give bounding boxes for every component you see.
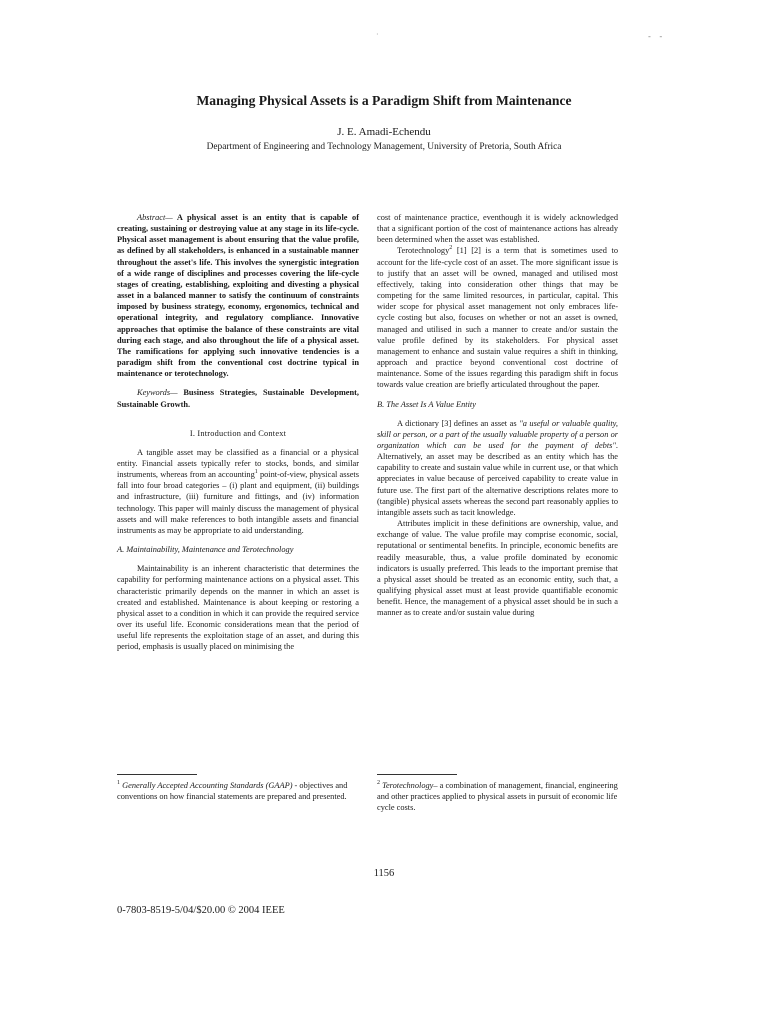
keywords-lead: Keywords— bbox=[137, 388, 178, 398]
footnote-divider-left bbox=[117, 774, 197, 775]
scan-mark: - - bbox=[648, 32, 666, 41]
continued-paragraph: cost of maintenance practice, eventhough it is widely acknowledged that a significant portion of the cost of maintenance actions has already been determined when the asset was established. bbox=[377, 213, 618, 245]
subsection-heading-a: A. Maintainability, Maintenance and Terotechnology bbox=[117, 545, 294, 555]
abstract bbox=[117, 212, 359, 379]
footnote-1-text: - objectives and conventions on how financial statements are prepared and presented. bbox=[117, 781, 348, 801]
footnote-ref-2: 2 bbox=[449, 245, 453, 252]
left-column bbox=[117, 212, 359, 652]
footnote-1 bbox=[117, 780, 359, 802]
paper-title: Managing Physical Assets is a Paradigm Shift from Maintenance bbox=[196, 93, 572, 108]
intro-text-rest: point-of-view, physical assets fall into four broad categories – (i) plant and equipment, (ii) buildings and infrastructure, (iii) furniture and fittings, and (iv) information technology. This paper will mainly discuss the management of physical assets and will make references to both intangible assets and financial instruments as may be appropriate to aid understanding. bbox=[117, 470, 359, 535]
dictionary-quote: "a useful or valuable quality, skill or person, or a part of the usually valuable property of a person or organization which can be used for the payment of debts" bbox=[377, 418, 618, 450]
footnote-divider-right bbox=[377, 774, 457, 775]
footnote-2-mark: 2 bbox=[377, 780, 380, 787]
footnote-2 bbox=[377, 780, 618, 813]
tero-lead: Terotechnology bbox=[397, 246, 450, 256]
footnote-ref-1: 1 bbox=[254, 469, 258, 476]
right-column bbox=[377, 212, 618, 618]
author-affiliation: Department of Engineering and Technology Management, University of Pretoria, South Africa bbox=[206, 142, 562, 152]
footnote-2-term: Terotechnology bbox=[380, 781, 434, 790]
maintainability-paragraph: Maintainability is an inherent characteristic that determines the capability for performing maintenance actions on a physical asset. This characteristic primarily depends on the manner in which an asset is created and established. Maintenance is about keeping or restoring a physical asset to a condition in which it can provide the required service over its useful life. Economic considerations mean that the period of useful life represents the exploitation stage of an asset, and during this period, emphasis is usually placed on minimising the bbox=[117, 564, 359, 652]
attributes-paragraph: Attributes implicit in these definitions are ownership, value, and exchange of value. The value profile may comprise economic, social, reputational or sentimental benefits. In principle, economic benefits are readily measurable, thus, a value profile dominated by economic indicators is usually preferred. This leads to the important premise that a physical asset should be treated as an economic entity, such that, a qualifying physical asset must at least provide quantifiable economic benefit. Hence, the management of a physical asset should be in such a manner as to create and/or sustain value during bbox=[377, 519, 618, 618]
footnote-1-term: Generally Accepted Accounting Standards (GAAP) bbox=[120, 781, 293, 790]
author-name: J. E. Amadi-Echendu bbox=[337, 126, 431, 138]
abstract-text: A physical asset is an entity that is capable of creating, sustaining or destroying value at any stage in its life-cycle. Physical asset management is about ensuring that the value profile, as defined by all stakeholders, is enhanced in a sustainable manner throughout the asset's life. This involves the synergistic integration of a wide range of disciplines and processes covering the life-cycle stages of creating, establishing, exploiting and divesting a physical asset in a balanced manner to satisfy the continuum of constraints imposed by business strategy, economy, ergonomics, technical and operational integrity, and regulatory compliance. Innovative approaches that optimise the balance of these constraints are vital during each stage, and also throughout the life of a physical asset. The ramifications for applying such innovative tendencies is a paradigm shift from the conventional cost doctrine typical in maintenance or terotechnology. bbox=[117, 213, 359, 379]
abstract-lead: Abstract— bbox=[137, 213, 173, 222]
page-number: 1156 bbox=[373, 868, 395, 879]
tero-text: [1] [2] is a term that is sometimes used to account for the life-cycle cost of an asset. The more significant issue is to justify that an asset will be owned, managed and utilised most effectively, taking into consideration other things that may be competing for the same limited resources, in particular, capital. This wider scope for physical asset management not only embraces life-cycle costing but also, focuses on whether or not an asset is owned, managed and utilised in such a manner to create and/or sustain the value profile defined by its stakeholders. For physical asset management to enhance and sustain value requires a shift in thinking, approach and practice beyond conventional cost doctrine of maintenance. Some of the issues regarding this paradigm shift in focus towards value creation are briefly articulated throughout the paper. bbox=[377, 246, 618, 390]
keywords bbox=[117, 387, 359, 409]
terotechnology-paragraph bbox=[377, 245, 618, 390]
copyright-line: 0-7803-8519-5/04/$20.00 © 2004 IEEE bbox=[117, 905, 285, 916]
footnote-1-mark: 1 bbox=[117, 780, 120, 787]
asset-definition-paragraph bbox=[377, 418, 618, 518]
footnote-2-text: – a combination of management, financial, engineering and other practices applied to physical assets in pursuit of economic life cycle costs. bbox=[377, 781, 618, 812]
intro-text: A tangible asset may be classified as a financial or a physical entity. Financial assets typically refer to stocks, bonds, and similar instruments, whereas from an accounting bbox=[117, 447, 359, 480]
section-heading-introduction: I. Introduction and Context bbox=[189, 428, 287, 438]
definition-rest: . Alternatively, an asset may be described as an entity which has the capability to create and sustain value while in current use, or that which appreciates in value because of perceived capability to create value in future use. The first part of the alternative descriptions relates more to (tangible) physical assets whereas the second part reasonably applies to intangible assets such as tacit knowledge. bbox=[377, 440, 618, 517]
keywords-text: Business Strategies, Sustainable Development, Sustainable Growth. bbox=[117, 388, 359, 409]
definition-start: A dictionary [3] defines an asset as bbox=[397, 418, 520, 428]
intro-paragraph bbox=[117, 447, 359, 536]
subsection-heading-b: B. The Asset Is A Value Entity bbox=[377, 399, 476, 409]
scan-speck: · bbox=[376, 30, 379, 39]
